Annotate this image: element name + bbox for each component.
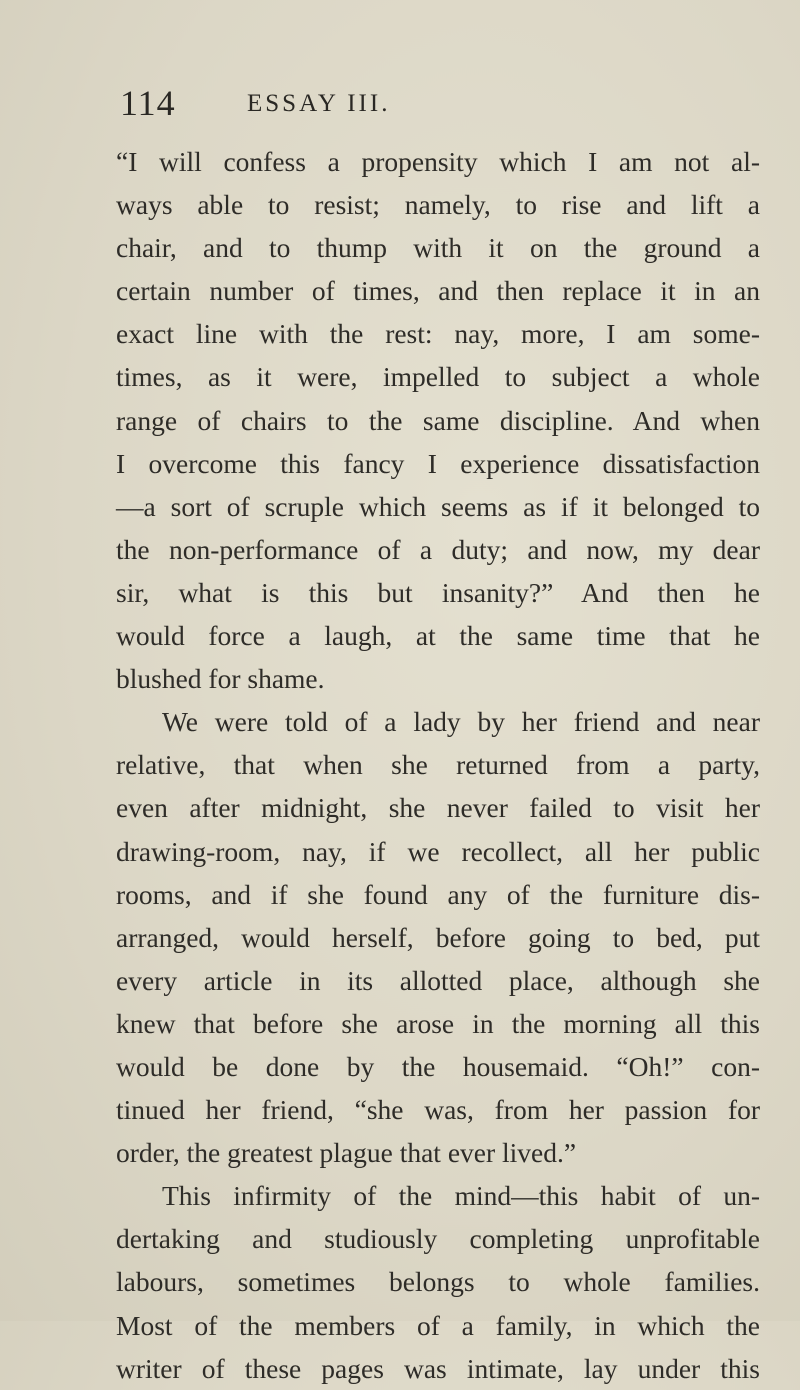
text-line: sir, what is this but insanity?” And then he (116, 576, 760, 608)
text-line: relative, that when she returned from a party, (116, 749, 760, 781)
text-line: arranged, would herself, before going to bed, put (116, 921, 760, 953)
text-line: I overcome this fancy I experience dissatisfaction (116, 447, 760, 479)
body-text (116, 140, 760, 1390)
text-line: range of chairs to the same discipline. And when (116, 404, 760, 436)
text-line: knew that before she arose in the morning all this (116, 1007, 760, 1039)
text-line: rooms, and if she found any of the furniture dis- (116, 878, 760, 910)
text-line: —a sort of scruple which seems as if it belonged to (116, 490, 760, 522)
text-line: exact line with the rest: nay, more, I am some- (116, 318, 760, 350)
text-line: writer of these pages was intimate, lay under this (116, 1352, 760, 1384)
text-line: every article in its allotted place, although she (116, 964, 760, 996)
text-line: drawing-room, nay, if we recollect, all her public (116, 835, 760, 867)
paragraph-start-line: This infirmity of the mind—this habit of un- (162, 1180, 760, 1212)
text-line: “I will confess a propensity which I am not al- (116, 146, 760, 177)
text-line: ways able to resist; namely, to rise and lift a (116, 189, 760, 221)
paragraph-end-line: blushed for shame. (116, 663, 325, 695)
text-line: certain number of times, and then replace it in an (116, 275, 760, 307)
text-line: labours, sometimes belongs to whole families. (116, 1266, 760, 1298)
text-line: dertaking and studiously completing unprofitable (116, 1223, 760, 1255)
text-line: would be done by the housemaid. “Oh!” con- (116, 1050, 760, 1082)
text-line: Most of the members of a family, in which the (116, 1309, 760, 1341)
running-head (120, 82, 760, 122)
text-line: would force a laugh, at the same time that he (116, 620, 760, 652)
paragraph-end-line: order, the greatest plague that ever lived.” (116, 1137, 577, 1169)
text-line: even after midnight, she never failed to visit her (116, 792, 760, 824)
text-line: chair, and to thump with it on the ground a (116, 232, 760, 264)
text-line: tinued her friend, “she was, from her passion for (116, 1094, 760, 1126)
text-line: the non-performance of a duty; and now, my dear (116, 533, 760, 565)
paragraph-start-line: We were told of a lady by her friend and near (162, 706, 760, 738)
running-title: ESSAY III. (247, 90, 391, 117)
page-number: 114 (120, 83, 176, 123)
text-line: times, as it were, impelled to subject a whole (116, 361, 760, 393)
